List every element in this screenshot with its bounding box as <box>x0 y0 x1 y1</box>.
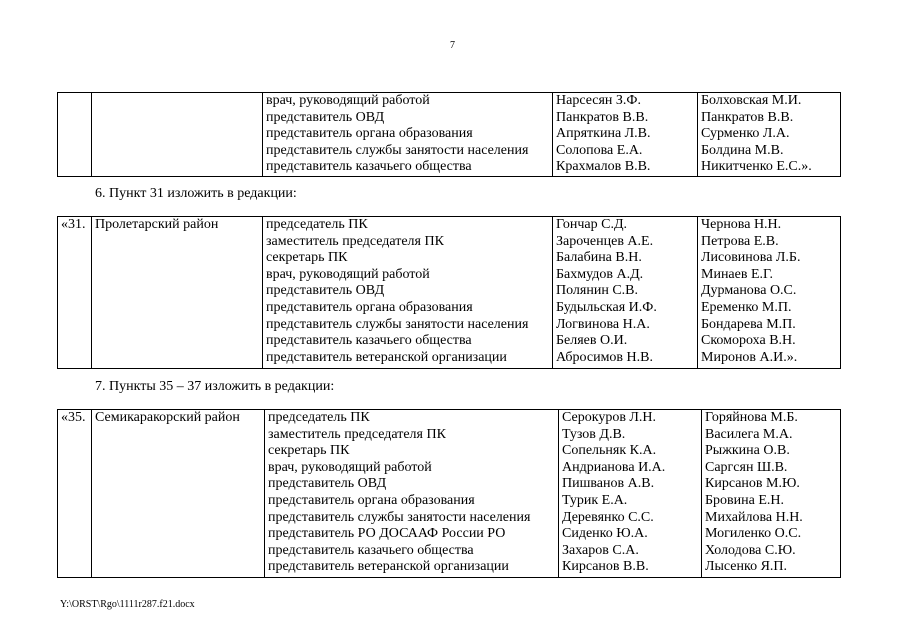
reserve-name: Сурменко Л.А. <box>701 126 790 142</box>
role-text: представитель казачьего общества <box>266 333 472 349</box>
district-name: Пролетарский район <box>95 217 219 232</box>
reserve-name: Болдина М.В. <box>701 142 784 158</box>
number-column <box>58 93 91 176</box>
commission-table-31 <box>57 216 841 369</box>
reserve-name: Скомороха В.Н. <box>701 333 796 349</box>
role-column <box>262 217 552 368</box>
reserve-name: Рыжкина О.В. <box>705 443 790 459</box>
reserve-name: Бондарева М.П. <box>701 316 796 332</box>
reserve-name: Еременко М.П. <box>701 299 792 315</box>
role-text: врач, руководящий работой <box>268 459 432 475</box>
reserve-name: Василега М.А. <box>705 426 793 442</box>
role-text: представитель службы занятости населения <box>266 142 529 158</box>
role-text: врач, руководящий работой <box>266 266 430 282</box>
member-name: Деревянко С.С. <box>562 509 654 525</box>
reserve-name: Михайлова Н.Н. <box>705 509 803 525</box>
member-name: Балабина В.Н. <box>556 250 642 266</box>
reserve-name: Дурманова О.С. <box>701 283 797 299</box>
page-number: 7 <box>450 40 455 51</box>
reserve-name: Могиленко О.С. <box>705 526 802 542</box>
reserve-column <box>701 410 840 577</box>
role-text: секретарь ПК <box>268 443 350 459</box>
role-text: представитель ОВД <box>266 109 385 125</box>
member-name: Захаров С.А. <box>562 542 639 558</box>
reserve-name: Бровина Е.Н. <box>705 492 785 508</box>
role-text: представитель ОВД <box>266 283 385 299</box>
role-text: представитель ветеранской организации <box>266 349 507 365</box>
role-text: представитель службы занятости населения <box>266 316 529 332</box>
role-column <box>264 410 558 577</box>
member-name: Сопельняк К.А. <box>562 443 657 459</box>
role-column <box>262 93 552 176</box>
item-number: «31. <box>61 217 86 232</box>
item-number <box>58 93 91 110</box>
district-column <box>91 93 262 176</box>
member-name: Крахмалов В.В. <box>556 159 651 175</box>
member-name: Гончар С.Д. <box>556 217 627 232</box>
member-name: Солопова Е.А. <box>556 142 643 158</box>
member-column <box>552 217 697 368</box>
reserve-name: Холодова С.Ю. <box>705 542 796 558</box>
reserve-column <box>697 93 840 176</box>
reserve-name: Лысенко Я.П. <box>705 559 788 575</box>
member-name: Тузов Д.В. <box>562 426 626 442</box>
number-column <box>58 217 91 368</box>
role-text: представитель органа образования <box>266 126 473 142</box>
commission-table-continued <box>57 92 841 177</box>
member-name: Зароченцев А.Е. <box>556 233 654 249</box>
role-text: представитель ОВД <box>268 476 387 492</box>
member-name: Сиденко Ю.А. <box>562 526 648 542</box>
commission-table-35 <box>57 409 841 578</box>
district-name: Семикаракорский район <box>95 410 240 425</box>
reserve-column <box>697 217 840 368</box>
role-text: председатель ПК <box>268 410 370 425</box>
member-name: Бахмудов А.Д. <box>556 266 644 282</box>
reserve-name: Саргсян Ш.В. <box>705 459 788 475</box>
member-name: Пишванов А.В. <box>562 476 655 492</box>
reserve-name: Никитченко Е.С.». <box>701 159 812 175</box>
role-text: представитель казачьего общества <box>266 159 472 175</box>
member-name: Абросимов Н.В. <box>556 349 653 365</box>
role-text: представитель РО ДОСААФ России РО <box>268 526 506 542</box>
file-path-footer: Y:\ORST\Rgo\1111r287.f21.docx <box>60 599 195 610</box>
reserve-name: Панкратов В.В. <box>701 109 794 125</box>
member-name: Турик Е.А. <box>562 492 628 508</box>
role-text: представитель ветеранской организации <box>268 559 509 575</box>
member-column <box>552 93 697 176</box>
reserve-name: Петрова Е.В. <box>701 233 779 249</box>
reserve-name: Минаев Е.Г. <box>701 266 774 282</box>
reserve-name: Миронов А.И.». <box>701 349 798 365</box>
role-text: заместитель председателя ПК <box>268 426 446 442</box>
reserve-name: Болховская М.И. <box>701 93 802 108</box>
role-text: представитель органа образования <box>268 492 475 508</box>
member-name: Панкратов В.В. <box>556 109 649 125</box>
member-name: Андрианова И.А. <box>562 459 666 475</box>
amendment-paragraph-6: 6. Пункт 31 изложить в редакции: <box>95 186 297 201</box>
role-text: представитель органа образования <box>266 299 473 315</box>
member-name: Полянин С.В. <box>556 283 639 299</box>
member-name: Серокуров Л.Н. <box>562 410 657 425</box>
member-name: Логвинова Н.А. <box>556 316 650 332</box>
amendment-paragraph-7: 7. Пункты 35 – 37 изложить в редакции: <box>95 379 335 394</box>
district-name <box>92 93 262 110</box>
reserve-name: Чернова Н.Н. <box>701 217 782 232</box>
member-name: Нарсесян З.Ф. <box>556 93 641 108</box>
member-name: Апряткина Л.В. <box>556 126 651 142</box>
member-name: Будыльская И.Ф. <box>556 299 657 315</box>
role-text: заместитель председателя ПК <box>266 233 444 249</box>
item-number: «35. <box>61 410 86 425</box>
number-column <box>58 410 91 577</box>
reserve-name: Лисовинова Л.Б. <box>701 250 801 266</box>
role-text: представитель казачьего общества <box>268 542 474 558</box>
role-text: секретарь ПК <box>266 250 348 266</box>
district-column <box>91 410 264 577</box>
role-text: председатель ПК <box>266 217 368 232</box>
member-column <box>558 410 701 577</box>
reserve-name: Кирсанов М.Ю. <box>705 476 800 492</box>
member-name: Кирсанов В.В. <box>562 559 649 575</box>
reserve-name: Горяйнова М.Б. <box>705 410 798 425</box>
role-text: врач, руководящий работой <box>266 93 430 108</box>
role-text: представитель службы занятости населения <box>268 509 531 525</box>
district-column <box>91 217 262 368</box>
member-name: Беляев О.И. <box>556 333 628 349</box>
